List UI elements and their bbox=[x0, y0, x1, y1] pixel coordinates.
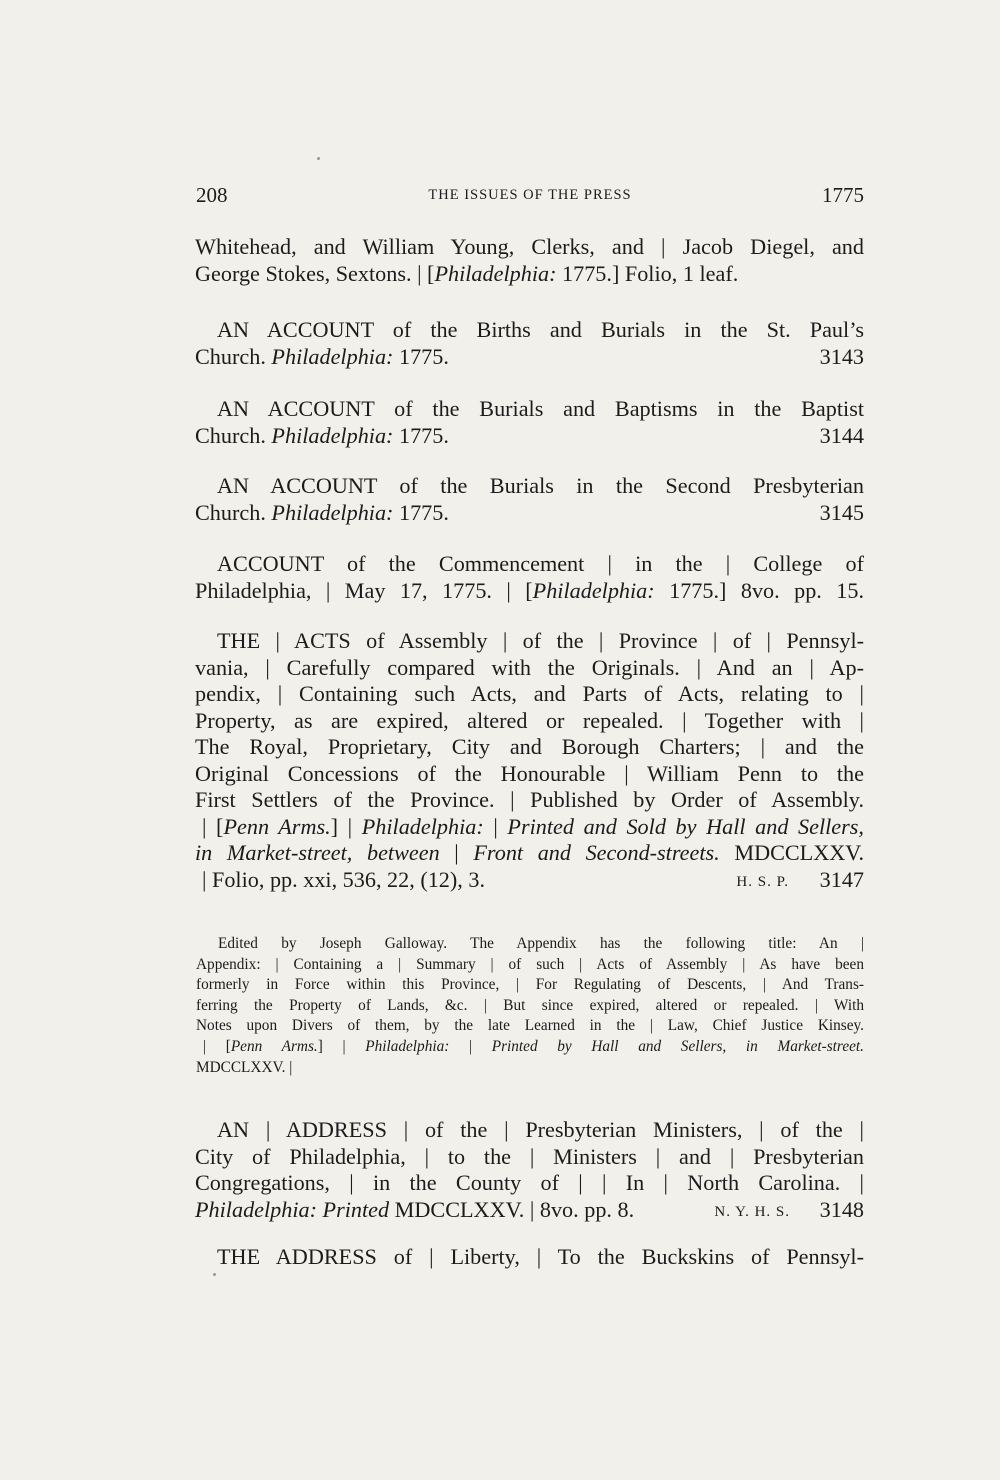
entry-liberty bbox=[195, 1244, 864, 1271]
entry-line: AN ACCOUNT of the Burials and Baptisms in the Baptist bbox=[217, 396, 864, 421]
note-line: Edited by Joseph Galloway. The Appendix has the following title: An | bbox=[218, 935, 864, 952]
entry-line: pendix, | Containing such Acts, and Parts of Acts, relating to | bbox=[195, 681, 864, 706]
entry-number: 3147 bbox=[819, 866, 864, 892]
entry-line: | Folio, pp. xxi, 536, 22, (12), 3. H. S. P. 3147 bbox=[195, 867, 864, 894]
entry-line: Philadelphia: Printed MDCCLXXV. | 8vo. pp. 8. N. Y. H. S. 3148 bbox=[195, 1197, 864, 1224]
entry-line: AN | ADDRESS | of the | Presbyterian Ministers, | of the | bbox=[217, 1117, 864, 1142]
page-number: 208 bbox=[196, 183, 228, 207]
entry-whitehead bbox=[195, 234, 864, 287]
note-line: Notes upon Divers of them, by the late Learned in the | Law, Chief Justice Kinsey. bbox=[196, 1017, 864, 1035]
note-line: ferring the Property of Lands, &c. | But since expired, altered or repealed. | With bbox=[196, 996, 864, 1014]
paper-speck bbox=[213, 1273, 216, 1276]
location-code: N. Y. H. S. bbox=[714, 1203, 790, 1220]
entry-3143 bbox=[195, 317, 864, 370]
entry-line: George Stokes, Sextons. | [Philadelphia: 1775.] Folio, 1 leaf. bbox=[195, 260, 739, 286]
entry-line: City of Philadelphia, | to the | Ministers | and | Presbyterian bbox=[195, 1143, 864, 1169]
entry-line: AN ACCOUNT of the Births and Burials in the St. Paul’s bbox=[217, 317, 864, 342]
entry-line: The Royal, Proprietary, City and Borough Charters; | and the bbox=[195, 734, 864, 759]
entry-line: Congregations, | in the County of | | In | North Carolina. | bbox=[195, 1170, 864, 1195]
note-line: | [Penn Arms.] | Philadelphia: | Printed by Hall and Sellers, in Market-street. bbox=[203, 1037, 864, 1055]
entry-line: Original Concessions of the Honourable | William Penn to the bbox=[195, 760, 864, 786]
entry-line: Property, as are expired, altered or repealed. | Together with | bbox=[195, 707, 864, 733]
entry-3147 bbox=[195, 628, 864, 893]
entry-line: Church. Philadelphia: 1775. 3143 bbox=[195, 343, 864, 369]
note-line: Appendix: | Containing a | Summary | of such | Acts of Assembly | As have been bbox=[196, 955, 864, 973]
entry-note bbox=[196, 934, 864, 1078]
entry-number: 3144 bbox=[819, 422, 864, 448]
entry-number: 3148 bbox=[819, 1196, 864, 1222]
entry-line: Church. Philadelphia: 1775. 3145 bbox=[195, 499, 864, 525]
entry-line: vania, | Carefully compared with the Originals. | And an | Ap- bbox=[195, 654, 864, 680]
entry-line: in Market-street, between | Front and Second-streets. MDCCLXXV. bbox=[195, 840, 864, 865]
entry-3148 bbox=[195, 1117, 864, 1223]
entry-line: Philadelphia, | May 17, 1775. | [Philadelphia: 1775.] 8vo. pp. 15. bbox=[195, 577, 865, 603]
entry-number: 3143 bbox=[819, 343, 864, 369]
entry-line: ACCOUNT of the Commencement | in the | College of bbox=[217, 551, 864, 576]
entry-3144 bbox=[195, 396, 864, 449]
entry-line: | [Penn Arms.] | Philadelphia: | Printed and Sold by Hall and Sellers, bbox=[202, 813, 864, 839]
entry-line: THE ADDRESS of | Liberty, | To the Buckskins of Pennsyl- bbox=[217, 1244, 864, 1269]
entry-line: Whitehead, and William Young, Clerks, and | Jacob Diegel, and bbox=[195, 234, 864, 259]
note-line: formerly in Force within this Province, | For Regulating of Descents, | And Trans- bbox=[196, 976, 864, 994]
page-header bbox=[196, 183, 864, 213]
entry-number: 3145 bbox=[819, 499, 864, 525]
header-year: 1775 bbox=[822, 183, 864, 207]
entry-line: Church. Philadelphia: 1775. 3144 bbox=[195, 422, 864, 448]
paper-speck bbox=[317, 157, 320, 160]
entry-3145 bbox=[195, 473, 864, 526]
entry-line: THE | ACTS of Assembly | of the | Province | of | Pennsyl- bbox=[217, 628, 864, 653]
location-code: H. S. P. bbox=[736, 873, 789, 890]
entry-line: First Settlers of the Province. | Published by Order of Assembly. bbox=[195, 787, 864, 812]
running-title: THE ISSUES OF THE PRESS bbox=[428, 187, 632, 203]
note-line: MDCCLXXV. | bbox=[196, 1058, 293, 1076]
entry-commencement bbox=[195, 551, 864, 604]
entry-line: AN ACCOUNT of the Burials in the Second Presbyterian bbox=[217, 473, 864, 498]
